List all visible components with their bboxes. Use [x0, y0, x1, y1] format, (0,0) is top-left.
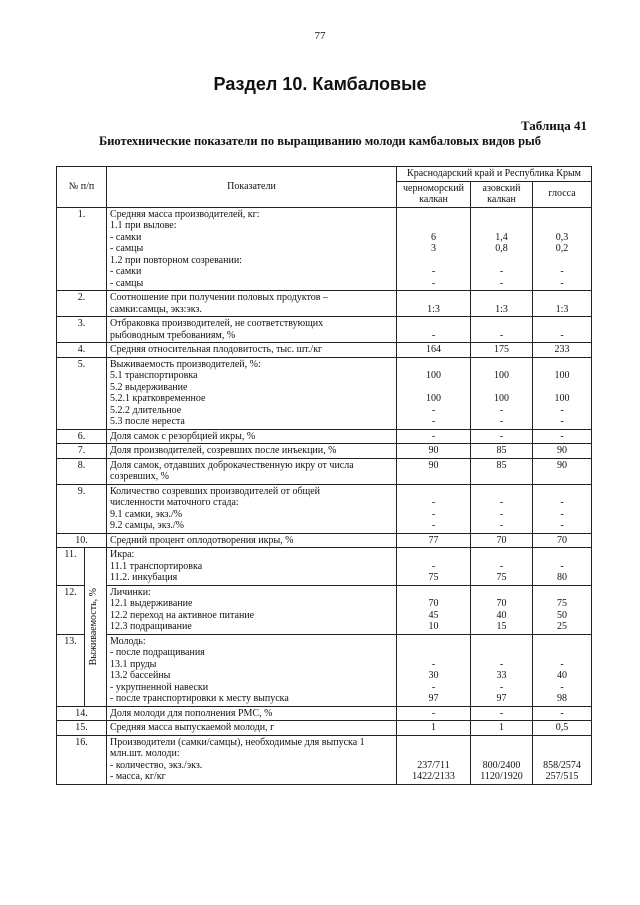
cell-line: 1.2 при повторном созревании:	[110, 254, 242, 266]
cell-line: -	[560, 681, 564, 693]
cell-line: рыбоводным требованиям, %	[110, 329, 236, 341]
cell-line: -	[431, 658, 436, 670]
table-body	[57, 207, 592, 784]
cell-line: 9.2 самцы, экз./%	[110, 520, 184, 531]
cell-line: -	[431, 329, 436, 341]
cell-line: -	[431, 560, 436, 572]
value-cell	[397, 585, 471, 634]
cell-line: -	[560, 404, 564, 416]
cell-line: численности маточного стада:	[110, 497, 239, 508]
cell-line	[474, 549, 529, 561]
cell-line: -	[560, 508, 564, 520]
value-cell	[533, 721, 592, 736]
cell-line	[536, 636, 588, 648]
cell-line: 100	[494, 370, 509, 381]
cell-line	[400, 318, 467, 330]
cell-line: Средний процент оплодотворения икры, %	[110, 534, 294, 546]
cell-line: 50	[557, 609, 568, 621]
value-cell	[533, 533, 592, 548]
value-cell	[471, 585, 533, 634]
value-cell	[397, 343, 471, 358]
indicator-cell	[107, 706, 397, 721]
cell-line: 70	[496, 598, 507, 609]
cell-line: 70	[557, 534, 568, 546]
row-number: 14.	[57, 706, 107, 721]
cell-line: -	[431, 416, 436, 427]
cell-line: Молодь:	[110, 635, 146, 647]
cell-line: Личинки:	[110, 586, 151, 598]
cell-line: 0,3	[555, 231, 569, 243]
indicator-cell	[107, 444, 397, 459]
cell-line: Доля производителей, созревших после инъекции, %	[110, 445, 337, 456]
value-cell	[533, 484, 592, 533]
cell-line: 13.1 пруды	[110, 658, 157, 670]
value-cell	[397, 444, 471, 459]
cell-line: -	[560, 266, 564, 277]
cell-line: 233	[554, 344, 570, 355]
indicator-cell	[107, 291, 397, 317]
cell-line: 1:3	[427, 303, 440, 315]
value-cell	[397, 735, 471, 784]
cell-line	[536, 255, 588, 267]
section-title: Раздел 10. Камбаловые	[213, 74, 427, 94]
value-cell	[533, 706, 592, 721]
cell-line: -	[499, 707, 504, 719]
cell-line	[400, 292, 467, 304]
cell-line: 97	[428, 693, 439, 704]
cell-line	[474, 636, 529, 648]
cell-line: Отбраковка производителей, не соответствующих	[110, 318, 324, 329]
cell-line: созревших, %	[110, 471, 169, 482]
cell-line: - после подращивания	[110, 647, 205, 658]
table-row	[57, 207, 592, 291]
cell-line	[474, 209, 529, 221]
cell-line: -	[499, 266, 504, 277]
cell-line: 100	[426, 393, 441, 404]
value-cell	[471, 548, 533, 586]
value-cell	[533, 458, 592, 484]
cell-line: -	[499, 508, 504, 520]
indicator-cell	[107, 317, 397, 343]
row-number: 10.	[57, 533, 107, 548]
cell-line: млн.шт. молоди:	[110, 748, 180, 759]
cell-line: 5.2.2 длительное	[110, 404, 182, 416]
cell-line	[536, 209, 588, 221]
value-cell	[397, 721, 471, 736]
cell-line	[536, 748, 588, 760]
header-num: № п/п	[57, 167, 107, 208]
value-cell	[397, 548, 471, 586]
cell-line: -	[560, 707, 564, 719]
cell-line	[400, 748, 467, 760]
cell-line: Количество созревших производителей от общей	[110, 485, 321, 497]
cell-line: 5.1 транспортировка	[110, 370, 198, 381]
cell-line: 0,5	[555, 722, 569, 733]
cell-line: 25	[557, 621, 568, 632]
value-cell	[471, 533, 533, 548]
table-row	[57, 291, 592, 317]
cell-line: 0,2	[555, 243, 569, 254]
indicator-cell	[107, 634, 397, 706]
cell-line	[536, 292, 588, 304]
value-cell	[533, 548, 592, 586]
value-cell	[533, 429, 592, 444]
cell-line: 1,4	[495, 231, 508, 243]
cell-line: -	[499, 329, 504, 341]
value-cell	[471, 634, 533, 706]
cell-line: - самцы	[110, 243, 144, 254]
cell-line: Средняя масса выпускаемой молоди, г	[110, 722, 275, 733]
cell-line	[400, 647, 467, 659]
table-row	[57, 706, 592, 721]
data-table	[56, 166, 592, 785]
row-number: 15.	[57, 721, 107, 736]
table-row	[57, 634, 592, 706]
cell-line: -	[431, 520, 436, 531]
header-col1: черноморский калкан	[397, 181, 471, 207]
cell-line	[474, 748, 529, 760]
value-cell	[471, 484, 533, 533]
value-cell	[533, 357, 592, 429]
cell-line: -	[560, 416, 564, 427]
cell-line: -	[499, 277, 504, 289]
cell-line	[474, 486, 529, 498]
cell-line: Соотношение при получении половых продуктов –	[110, 292, 328, 303]
cell-line: - масса, кг/кг	[110, 771, 166, 782]
value-cell	[471, 458, 533, 484]
cell-line: -	[431, 681, 436, 693]
cell-line: 13.2 бассейны	[110, 670, 171, 681]
cell-line: 80	[557, 572, 568, 583]
cell-line: 98	[557, 693, 568, 704]
cell-line: Доля молоди для пополнения РМС, %	[110, 707, 273, 719]
row-number: 2.	[57, 291, 107, 317]
cell-line: 75	[557, 598, 568, 609]
cell-line: 100	[554, 393, 570, 404]
cell-line	[400, 486, 467, 498]
cell-line	[400, 737, 467, 749]
cell-line	[400, 220, 467, 232]
cell-line: 45	[428, 609, 439, 621]
indicator-cell	[107, 429, 397, 444]
cell-line: Средняя масса производителей, кг:	[110, 208, 260, 220]
cell-line: 164	[426, 344, 441, 355]
indicator-cell	[107, 585, 397, 634]
value-cell	[533, 317, 592, 343]
value-cell	[397, 207, 471, 291]
cell-line: -	[499, 416, 504, 427]
cell-line: 12.1 выдерживание	[110, 598, 193, 609]
row-number: 4.	[57, 343, 107, 358]
cell-line: самки:самцы, экз:экз.	[110, 303, 202, 315]
cell-line: -	[431, 266, 436, 277]
indicator-cell	[107, 533, 397, 548]
value-cell	[397, 429, 471, 444]
indicator-cell	[107, 207, 397, 291]
cell-line: 85	[496, 459, 507, 471]
cell-line	[400, 382, 467, 394]
cell-line: -	[560, 497, 564, 508]
value-cell	[533, 634, 592, 706]
cell-line	[474, 292, 529, 304]
cell-line: -	[560, 277, 564, 289]
cell-line: -	[560, 329, 564, 341]
cell-line: - количество, экз./экз.	[110, 759, 203, 771]
cell-line: 100	[554, 370, 570, 381]
cell-line: 1422/2133	[412, 771, 455, 782]
cell-line: 70	[428, 598, 439, 609]
cell-line: 1:3	[555, 303, 569, 315]
cell-line: 11.2. инкубация	[110, 572, 178, 583]
cell-line: 858/2574	[543, 759, 581, 771]
table-row	[57, 458, 592, 484]
table-row	[57, 585, 592, 634]
cell-line: 90	[428, 445, 439, 456]
cell-line: Доля самок с резорбцией икры, %	[110, 430, 256, 442]
cell-line: - самцы	[110, 277, 144, 289]
value-cell	[471, 721, 533, 736]
cell-line	[400, 549, 467, 561]
row-number: 12.	[57, 585, 85, 634]
value-cell	[471, 357, 533, 429]
cell-line	[474, 359, 529, 371]
cell-line: -	[560, 520, 564, 531]
cell-line: 90	[557, 459, 568, 471]
row-number: 9.	[57, 484, 107, 533]
row-number: 3.	[57, 317, 107, 343]
cell-line: 77	[428, 534, 439, 546]
cell-line: 1	[431, 722, 436, 733]
row-number: 6.	[57, 429, 107, 444]
cell-line: 12.3 подращивание	[110, 621, 192, 632]
cell-line	[400, 359, 467, 371]
value-cell	[397, 458, 471, 484]
table-row	[57, 721, 592, 736]
indicator-cell	[107, 458, 397, 484]
cell-line: 90	[557, 445, 568, 456]
cell-line: 1	[499, 722, 504, 733]
value-cell	[471, 207, 533, 291]
cell-line	[536, 737, 588, 749]
table-row	[57, 429, 592, 444]
cell-line: 1.1 при вылове:	[110, 220, 177, 231]
cell-line: 40	[557, 670, 568, 681]
indicator-cell	[107, 735, 397, 784]
cell-line: 75	[428, 572, 439, 583]
cell-line: 75	[496, 572, 507, 583]
value-cell	[471, 343, 533, 358]
value-cell	[533, 291, 592, 317]
cell-line: -	[431, 430, 436, 442]
cell-line	[536, 318, 588, 330]
cell-line: -	[499, 430, 504, 442]
cell-line: 5.2.1 кратковременное	[110, 393, 206, 404]
cell-line: -	[499, 681, 504, 693]
cell-line: 100	[494, 393, 509, 404]
cell-line: -	[560, 560, 564, 572]
cell-line: -	[431, 707, 436, 719]
row-number: 7.	[57, 444, 107, 459]
indicator-cell	[107, 357, 397, 429]
cell-line: 257/515	[545, 771, 579, 782]
header-region: Краснодарский край и Республика Крым	[397, 167, 592, 182]
cell-line: 5.3 после нереста	[110, 416, 185, 427]
value-cell	[533, 735, 592, 784]
cell-line: 70	[496, 534, 507, 546]
survival-group-cell	[85, 548, 107, 707]
cell-line	[474, 587, 529, 599]
row-number: 11.	[57, 548, 85, 586]
cell-line: 175	[494, 344, 509, 355]
table-row	[57, 548, 592, 586]
cell-line: 800/2400	[482, 759, 521, 771]
cell-line	[400, 636, 467, 648]
cell-line	[536, 382, 588, 394]
cell-line: 11.1 транспортировка	[110, 560, 203, 572]
cell-line: -	[431, 508, 436, 520]
cell-line: Средняя относительная плодовитость, тыс. шт./кг	[110, 344, 323, 355]
cell-line	[536, 549, 588, 561]
header-col3: глосса	[533, 181, 592, 207]
cell-line: -	[499, 560, 504, 572]
cell-line	[474, 647, 529, 659]
table-label: Таблица 41	[520, 118, 587, 133]
row-number: 13.	[57, 634, 85, 706]
value-cell	[471, 706, 533, 721]
indicator-cell	[107, 548, 397, 586]
cell-line	[474, 382, 529, 394]
cell-line: 5.2 выдерживание	[110, 381, 188, 393]
cell-line: Икра:	[110, 549, 135, 560]
table-row	[57, 317, 592, 343]
cell-line	[536, 647, 588, 659]
indicator-cell	[107, 721, 397, 736]
cell-line: - самки	[110, 266, 142, 277]
cell-line	[474, 255, 529, 267]
cell-line	[400, 587, 467, 599]
cell-line: Производители (самки/самцы), необходимые для выпуска 1	[110, 736, 365, 748]
value-cell	[397, 484, 471, 533]
cell-line: Выживаемость производителей, %:	[110, 358, 261, 370]
vertical-label: Выживаемость, %	[88, 588, 99, 666]
table-row	[57, 343, 592, 358]
table-title: Биотехнические показатели по выращиванию молоди камбаловых видов рыб	[98, 134, 542, 148]
value-cell	[397, 317, 471, 343]
cell-line: -	[499, 497, 504, 508]
table-row	[57, 533, 592, 548]
header-col2: азовский калкан	[471, 181, 533, 207]
cell-line: - после транспортировки к месту выпуска	[110, 693, 289, 704]
cell-line: 1:3	[495, 303, 508, 315]
value-cell	[471, 317, 533, 343]
cell-line	[474, 220, 529, 232]
cell-line: -	[431, 404, 436, 416]
value-cell	[471, 429, 533, 444]
cell-line: -	[560, 430, 564, 442]
cell-line: -	[499, 658, 504, 670]
cell-line: 0,8	[495, 243, 508, 254]
cell-line: - укрупненной навески	[110, 681, 209, 693]
cell-line: 40	[496, 609, 507, 621]
cell-line	[536, 486, 588, 498]
cell-line: 1120/1920	[480, 771, 523, 782]
cell-line: 12.2 переход на активное питание	[110, 609, 255, 621]
value-cell	[397, 291, 471, 317]
cell-line: 85	[496, 445, 507, 456]
cell-line	[474, 737, 529, 749]
cell-line: 100	[426, 370, 441, 381]
indicator-cell	[107, 343, 397, 358]
table-row	[57, 484, 592, 533]
cell-line	[536, 587, 588, 599]
value-cell	[471, 291, 533, 317]
value-cell	[533, 343, 592, 358]
cell-line: 30	[428, 670, 439, 681]
cell-line: -	[431, 277, 436, 289]
cell-line	[400, 255, 467, 267]
cell-line	[536, 359, 588, 371]
cell-line: -	[431, 497, 436, 508]
cell-line: 3	[431, 243, 436, 254]
row-number: 1.	[57, 207, 107, 291]
value-cell	[533, 585, 592, 634]
row-number: 16.	[57, 735, 107, 784]
table-row	[57, 357, 592, 429]
row-number: 5.	[57, 357, 107, 429]
cell-line: Доля самок, отдавших доброкачественную икру от числа	[110, 459, 354, 471]
cell-line: 15	[496, 621, 507, 632]
cell-line: -	[499, 404, 504, 416]
value-cell	[533, 207, 592, 291]
cell-line	[474, 318, 529, 330]
cell-line	[536, 220, 588, 232]
cell-line	[400, 209, 467, 221]
page-number: 77	[314, 30, 326, 42]
table-row	[57, 735, 592, 784]
cell-line: 9.1 самки, экз./%	[110, 508, 183, 520]
value-cell	[397, 357, 471, 429]
cell-line: 97	[496, 693, 507, 704]
value-cell	[397, 533, 471, 548]
cell-line: 10	[428, 621, 439, 632]
value-cell	[471, 444, 533, 459]
cell-line: 237/711	[417, 759, 450, 771]
value-cell	[471, 735, 533, 784]
header-indicators: Показатели	[107, 167, 397, 208]
table-row	[57, 444, 592, 459]
indicator-cell	[107, 484, 397, 533]
cell-line: -	[560, 658, 564, 670]
value-cell	[533, 444, 592, 459]
cell-line: 33	[496, 670, 507, 681]
row-number: 8.	[57, 458, 107, 484]
value-cell	[397, 706, 471, 721]
cell-line: - самки	[110, 231, 142, 243]
value-cell	[397, 634, 471, 706]
cell-line: 6	[431, 231, 436, 243]
cell-line: 90	[428, 459, 439, 471]
cell-line: -	[499, 520, 504, 531]
